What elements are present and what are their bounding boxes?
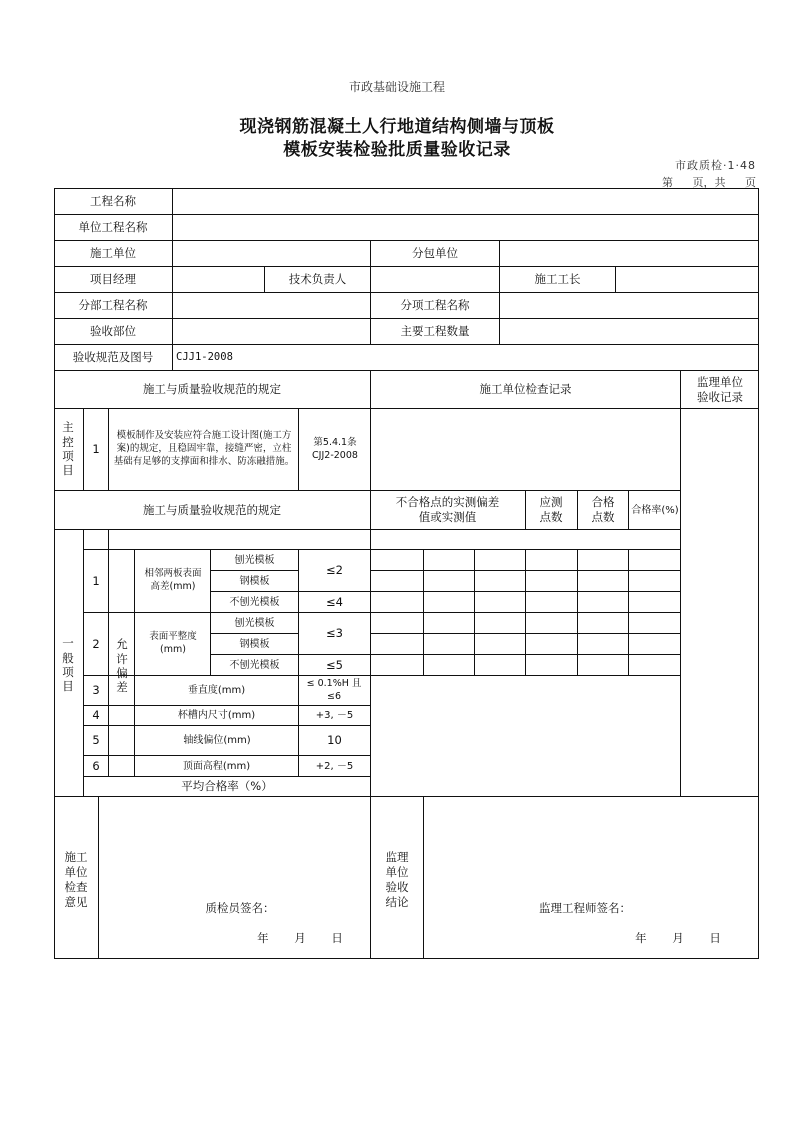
row2-name: 表面平整度(mm)	[149, 631, 197, 655]
row3-value: ≤ 0.1%H 且≤6	[306, 677, 362, 702]
document-series: 市政基础设施工程	[348, 80, 445, 94]
main-item-no: 1	[92, 442, 100, 457]
main-quantity-label: 主要工程数量	[400, 324, 470, 339]
main-spec-header: 施工与质量验收规范的规定	[143, 382, 281, 397]
left-date: 年 月 日	[257, 930, 343, 945]
should-points-header: 应测点数	[539, 495, 563, 524]
row1-value-1: ≤2	[326, 563, 343, 578]
row1-value-2: ≤4	[326, 594, 343, 609]
row2-sub-a: 刨光模板	[234, 617, 275, 629]
project-manager-label: 项目经理	[90, 272, 136, 287]
inspect-part-label: 验收部位	[90, 324, 136, 339]
item-project-label: 分项工程名称	[400, 298, 470, 313]
general-items-label: 一般项目	[62, 636, 74, 694]
row2-value-1: ≤3	[326, 626, 343, 641]
row2-value-2: ≤5	[326, 657, 343, 672]
pass-rate-header: 合格率(%)	[631, 504, 679, 516]
row1-name: 相邻两板表面高差(mm)	[144, 568, 202, 592]
supervisor-header: 监理单位验收记录	[697, 374, 743, 404]
tech-lead-label: 技术负责人	[288, 272, 347, 287]
row4-no: 4	[92, 708, 100, 723]
row1-sub-c: 不刨光模板	[229, 596, 280, 608]
contractor-label: 施工单位	[90, 246, 136, 261]
unit-project-label: 单位工程名称	[78, 220, 148, 235]
spec-label: 验收规范及图号	[72, 350, 154, 365]
avg-pass-rate-label: 平均合格率（%）	[181, 779, 273, 794]
row4-name: 杯槽内尺寸(mm)	[177, 710, 256, 721]
row5-value: 10	[327, 733, 342, 748]
title-line-1: 现浇钢筋混凝土人行地道结构侧墙与顶板	[239, 117, 555, 137]
spec-value: CJJ1-2008	[176, 350, 233, 363]
title-line-2: 模板安装检验批质量验收记录	[283, 140, 511, 160]
engineer-signature-label: 监理工程师签名：	[539, 900, 631, 915]
project-name-label: 工程名称	[90, 194, 136, 209]
measure-header: 不合格点的实测偏差值或实测值	[395, 495, 500, 524]
row6-no: 6	[92, 758, 100, 773]
row5-name: 轴线偏位(mm)	[183, 735, 251, 746]
row1-no: 1	[92, 573, 100, 588]
inspector-signature-label: 质检员签名：	[205, 900, 275, 915]
row3-no: 3	[92, 683, 100, 698]
contractor-opinion-label: 施工单位检查意见	[64, 850, 88, 909]
subcontractor-label: 分包单位	[412, 246, 458, 261]
row2-no: 2	[92, 636, 100, 651]
sub-project-label: 分部工程名称	[78, 298, 148, 313]
page-number: 第 页，共 页	[662, 176, 756, 189]
row6-value: +2, －5	[315, 760, 354, 772]
row5-no: 5	[92, 733, 100, 748]
row1-sub-a: 刨光模板	[234, 554, 275, 566]
form-code: 市政质检·1·48	[675, 159, 756, 172]
main-control-label: 主控项目	[62, 420, 74, 478]
row6-name: 顶面高程(mm)	[182, 760, 251, 772]
right-date: 年 月 日	[635, 930, 721, 945]
foreman-label: 施工工长	[534, 272, 581, 287]
supervisor-conclusion-label: 监理单位验收结论	[385, 850, 409, 909]
record-header: 施工单位检查记录	[479, 382, 572, 397]
row1-sub-b: 钢模板	[239, 575, 270, 587]
row4-value: +3, －5	[315, 710, 354, 721]
row2-sub-b: 钢模板	[239, 638, 270, 650]
main-item-ref: 第5.4.1条 CJJ2-2008	[312, 436, 358, 461]
pass-points-header: 合格点数	[591, 495, 615, 524]
general-spec-header: 施工与质量验收规范的规定	[143, 502, 281, 517]
row3-name: 垂直度(mm)	[187, 685, 246, 696]
allow-deviation-label: 允许偏差	[116, 637, 128, 695]
row2-sub-c: 不刨光模板	[229, 659, 280, 671]
main-item-text: 模板制作及安装应符合施工设计图(施工方案)的规定，且稳固牢靠，接缝严密，立柱基础有足够的支撑面和排水、防冻融措施。	[113, 430, 295, 467]
